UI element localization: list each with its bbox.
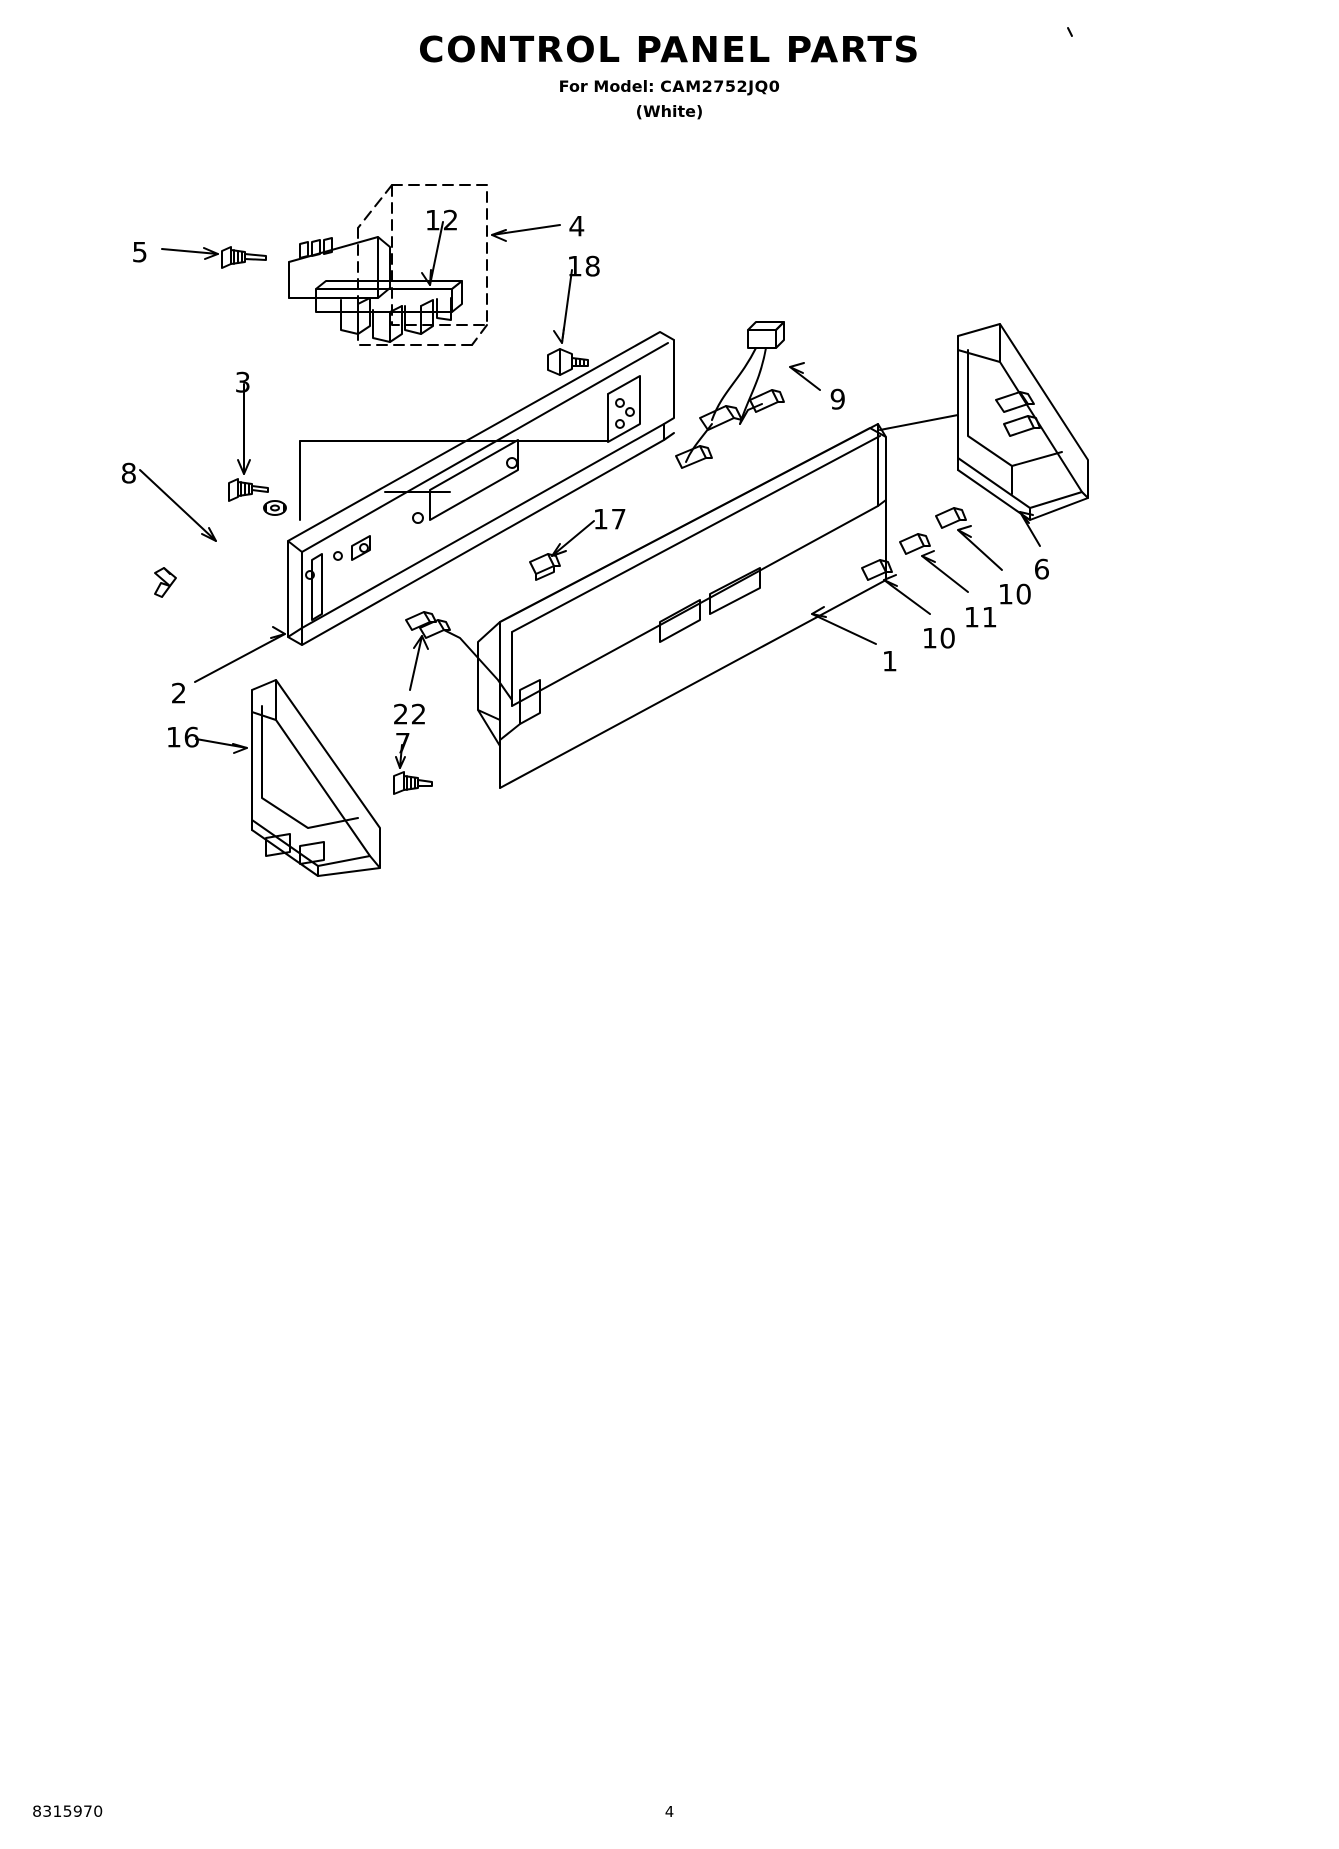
callout-11: 11 <box>963 601 999 634</box>
model-number: CAM2752JQ0 <box>660 77 781 96</box>
page-title: CONTROL PANEL PARTS <box>418 30 921 71</box>
callout-6: 6 <box>1033 553 1051 586</box>
part-front-control-panel-1 <box>478 424 886 788</box>
callout-16: 16 <box>165 721 201 754</box>
part-clip-17 <box>530 554 560 580</box>
part-bushing-10a <box>862 560 892 580</box>
callout-22: 22 <box>392 698 428 731</box>
callout-2: 2 <box>170 677 188 710</box>
part-screw-7 <box>394 772 432 794</box>
callout-10-bottom: 10 <box>921 622 957 655</box>
callout-18: 18 <box>566 250 602 283</box>
callout-7: 7 <box>394 727 412 760</box>
part-right-endcap-6 <box>958 324 1088 520</box>
part-bushing-10b <box>936 508 966 528</box>
part-rear-console-frame-2 <box>288 332 674 645</box>
callout-1: 1 <box>881 645 899 678</box>
part-clip-8 <box>155 568 176 597</box>
callout-5: 5 <box>131 236 149 269</box>
model-prefix-label: For Model: <box>558 77 661 96</box>
callout-8: 8 <box>120 457 138 490</box>
part-left-endcap-16 <box>252 680 380 876</box>
callout-12: 12 <box>424 204 460 237</box>
callout-4: 4 <box>568 210 586 243</box>
color-label: (White) <box>635 102 704 121</box>
page-number: 4 <box>664 1803 675 1821</box>
part-wiring-harness-9 <box>676 322 784 468</box>
document-number: 8315970 <box>32 1802 104 1821</box>
callout-3: 3 <box>234 366 252 399</box>
callout-17: 17 <box>592 503 628 536</box>
part-screw-5 <box>222 247 266 268</box>
part-bushing-11 <box>900 534 930 554</box>
registration-mark <box>1068 28 1072 36</box>
callout-9: 9 <box>829 383 847 416</box>
part-bolt-18 <box>548 349 588 375</box>
callout-10-top: 10 <box>997 578 1033 611</box>
part-screw-3 <box>229 479 286 515</box>
